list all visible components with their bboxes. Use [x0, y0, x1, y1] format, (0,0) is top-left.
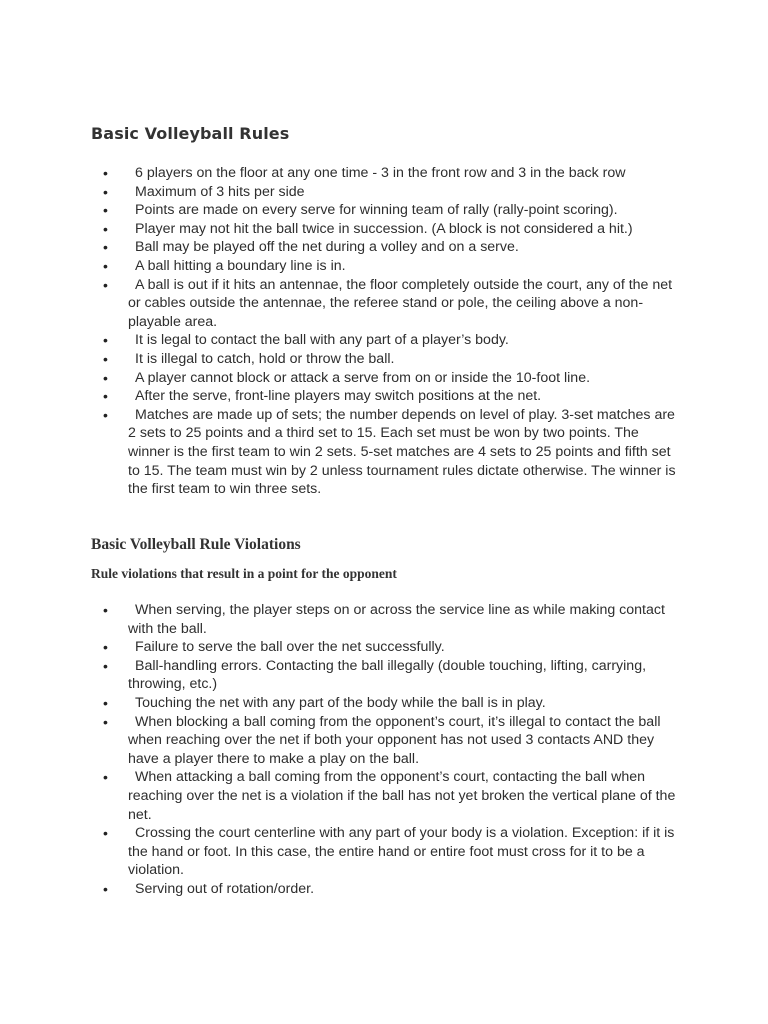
list-item: • Maximum of 3 hits per side [0, 183, 678, 202]
list-item: • A ball is out if it hits an antennae, the floor completely outside the court, any of the net or cables outside the antennae, the referee stand or pole, the ceiling above a non-playable area. [0, 276, 678, 332]
list-item: • After the serve, front-line players may switch positions at the net. [0, 387, 678, 406]
list-item: • Points are made on every serve for winning team of rally (rally-point scoring). [0, 201, 678, 220]
list-item: • Crossing the court centerline with any part of your body is a violation. Exception: if it is the hand or foot. In this case, the entire hand or entire foot must cross for it to be a violation. [0, 824, 678, 880]
section-subtitle-violations: Rule violations that result in a point for the opponent [91, 566, 397, 581]
list-item: • Ball may be played off the net during a volley and on a serve. [0, 238, 678, 257]
section-title-violations: Basic Volleyball Rule Violations [91, 536, 301, 553]
list-item: • When serving, the player steps on or across the service line as while making contact with the ball. [0, 601, 678, 638]
list-item: • Matches are made up of sets; the number depends on level of play. 3-set matches are 2 sets to 25 points and a third set to 15. Each set must be won by two points. The winner is the first team to win 2 sets. 5-set matches are 4 sets to 25 points and fifth set to 15. The team must win by 2 unless tournament rules dictate otherwise. The winner is the first team to win three sets. [0, 406, 678, 499]
violations-list [0, 601, 678, 899]
rules-list [0, 164, 678, 499]
list-item: • It is legal to contact the ball with any part of a player’s body. [0, 331, 678, 350]
list-item: • Ball-handling errors. Contacting the ball illegally (double touching, lifting, carrying, throwing, etc.) [0, 657, 678, 694]
section-title-rules: Basic Volleyball Rules [91, 124, 290, 143]
list-item: • A player cannot block or attack a serve from on or inside the 10-foot line. [0, 369, 678, 388]
list-item: • Serving out of rotation/order. [0, 880, 678, 899]
list-item: • When attacking a ball coming from the opponent’s court, contacting the ball when reaching over the net is a violation if the ball has not yet broken the vertical plane of the net. [0, 768, 678, 824]
list-item: • 6 players on the floor at any one time - 3 in the front row and 3 in the back row [0, 164, 678, 183]
list-item: • A ball hitting a boundary line is in. [0, 257, 678, 276]
list-item: • It is illegal to catch, hold or throw the ball. [0, 350, 678, 369]
list-item: • Player may not hit the ball twice in succession. (A block is not considered a hit.) [0, 220, 678, 239]
list-item: • Failure to serve the ball over the net successfully. [0, 638, 678, 657]
list-item: • When blocking a ball coming from the opponent’s court, it’s illegal to contact the ball when reaching over the net if both your opponent has not used 3 contacts AND they have a player there to make a play on the ball. [0, 713, 678, 769]
list-item: • Touching the net with any part of the body while the ball is in play. [0, 694, 678, 713]
